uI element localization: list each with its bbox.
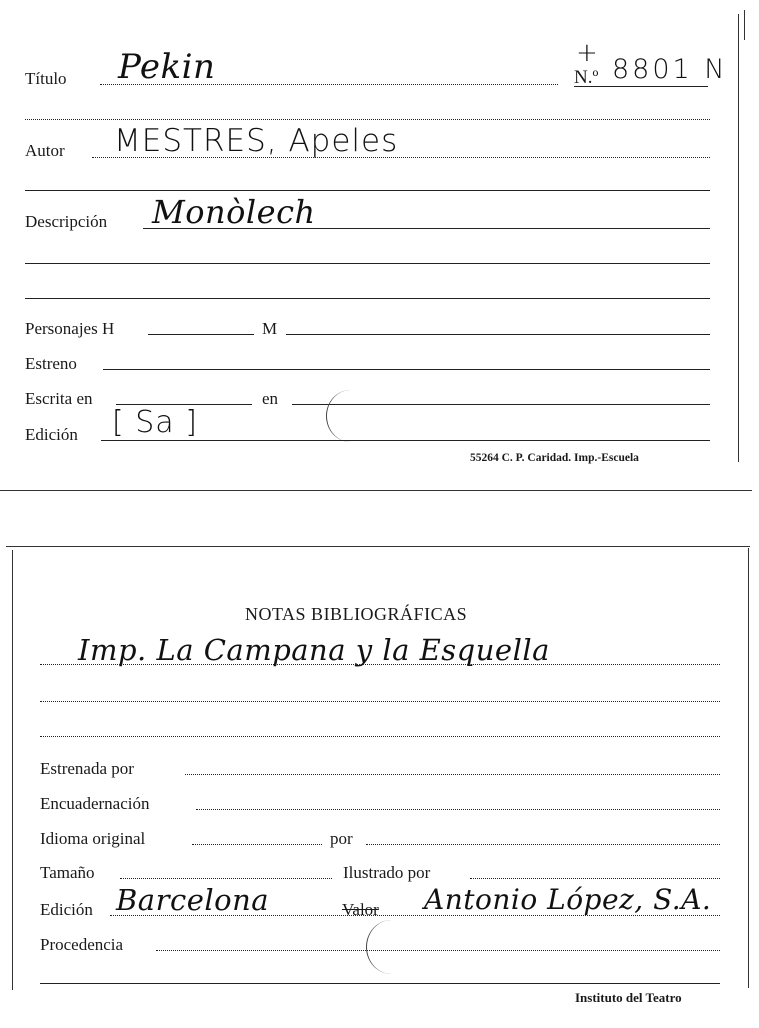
valor-label: Valor bbox=[342, 900, 379, 919]
edicion-value: Barcelona bbox=[116, 883, 270, 917]
autor-value: MESTRES, Apeles bbox=[114, 123, 399, 159]
catalog-card-front bbox=[0, 0, 759, 500]
estreno-line bbox=[103, 369, 710, 370]
m-label: M bbox=[262, 319, 278, 338]
personajes-h-line bbox=[148, 334, 254, 335]
encuadernacion-line bbox=[196, 809, 720, 810]
blank-line-4 bbox=[25, 298, 710, 299]
tamano-line bbox=[120, 878, 332, 879]
number-cross: + bbox=[576, 38, 599, 68]
ilustrado-label: Ilustrado por bbox=[343, 863, 431, 882]
card-edge-bottom bbox=[0, 490, 752, 491]
card-edge-left bbox=[12, 550, 13, 990]
tamano-label: Tamaño bbox=[40, 863, 95, 882]
card-edge-right bbox=[738, 14, 739, 462]
blank-line-2 bbox=[25, 190, 710, 191]
card-edge-right bbox=[748, 548, 749, 988]
edicion-value: [ Sa ] bbox=[112, 405, 198, 440]
procedencia-label: Procedencia bbox=[40, 935, 124, 954]
notes-line-1 bbox=[40, 664, 720, 665]
bottom-line bbox=[40, 983, 720, 984]
edicion-line bbox=[101, 440, 710, 441]
stamp-mark-1 bbox=[326, 390, 375, 442]
en-label: en bbox=[262, 389, 279, 408]
edicion-label: Edición bbox=[25, 425, 78, 444]
blank-line-3 bbox=[25, 263, 710, 264]
valor-value: Antonio López, S.A. bbox=[424, 883, 712, 916]
estreno-label: Estreno bbox=[25, 354, 77, 373]
encuadernacion-label: Encuadernación bbox=[40, 794, 150, 813]
number-underline bbox=[574, 86, 708, 87]
autor-label: Autor bbox=[25, 141, 65, 160]
idioma-line bbox=[192, 844, 322, 845]
stamp-mark-2 bbox=[366, 920, 417, 974]
blank-line-1 bbox=[25, 119, 710, 120]
notes-line-3 bbox=[40, 736, 720, 737]
number-value: 8801 N bbox=[612, 54, 728, 85]
ilustrado-line bbox=[470, 878, 720, 879]
descripcion-value: Monòlech bbox=[152, 193, 316, 231]
printer-footer: 55264 C. P. Caridad. Imp.-Escuela bbox=[470, 452, 639, 464]
estrenada-line bbox=[185, 774, 720, 775]
titulo-label: Título bbox=[25, 69, 67, 88]
personajes-label: Personajes H bbox=[25, 319, 115, 338]
idioma-label: Idioma original bbox=[40, 829, 146, 848]
por-label: por bbox=[330, 829, 353, 848]
notes-heading: NOTAS BIBLIOGRÁFICAS bbox=[245, 604, 468, 624]
card-edge-top bbox=[6, 546, 750, 547]
personajes-m-line bbox=[286, 334, 710, 335]
notes-line-2 bbox=[40, 701, 720, 702]
notes-value: Imp. La Campana y la Esquella bbox=[78, 633, 550, 667]
procedencia-line bbox=[156, 950, 720, 951]
catalog-card-back bbox=[0, 540, 759, 1028]
escrita-label: Escrita en bbox=[25, 389, 93, 408]
descripcion-label: Descripción bbox=[25, 212, 108, 231]
titulo-value: Pekin bbox=[118, 47, 216, 87]
card-edge-mark bbox=[744, 10, 745, 40]
institute-footer: Instituto del Teatro bbox=[575, 990, 682, 1005]
por-line bbox=[366, 844, 720, 845]
estrenada-label: Estrenada por bbox=[40, 759, 134, 778]
edicion-label: Edición bbox=[40, 900, 93, 919]
number-label: N.º bbox=[574, 67, 599, 88]
